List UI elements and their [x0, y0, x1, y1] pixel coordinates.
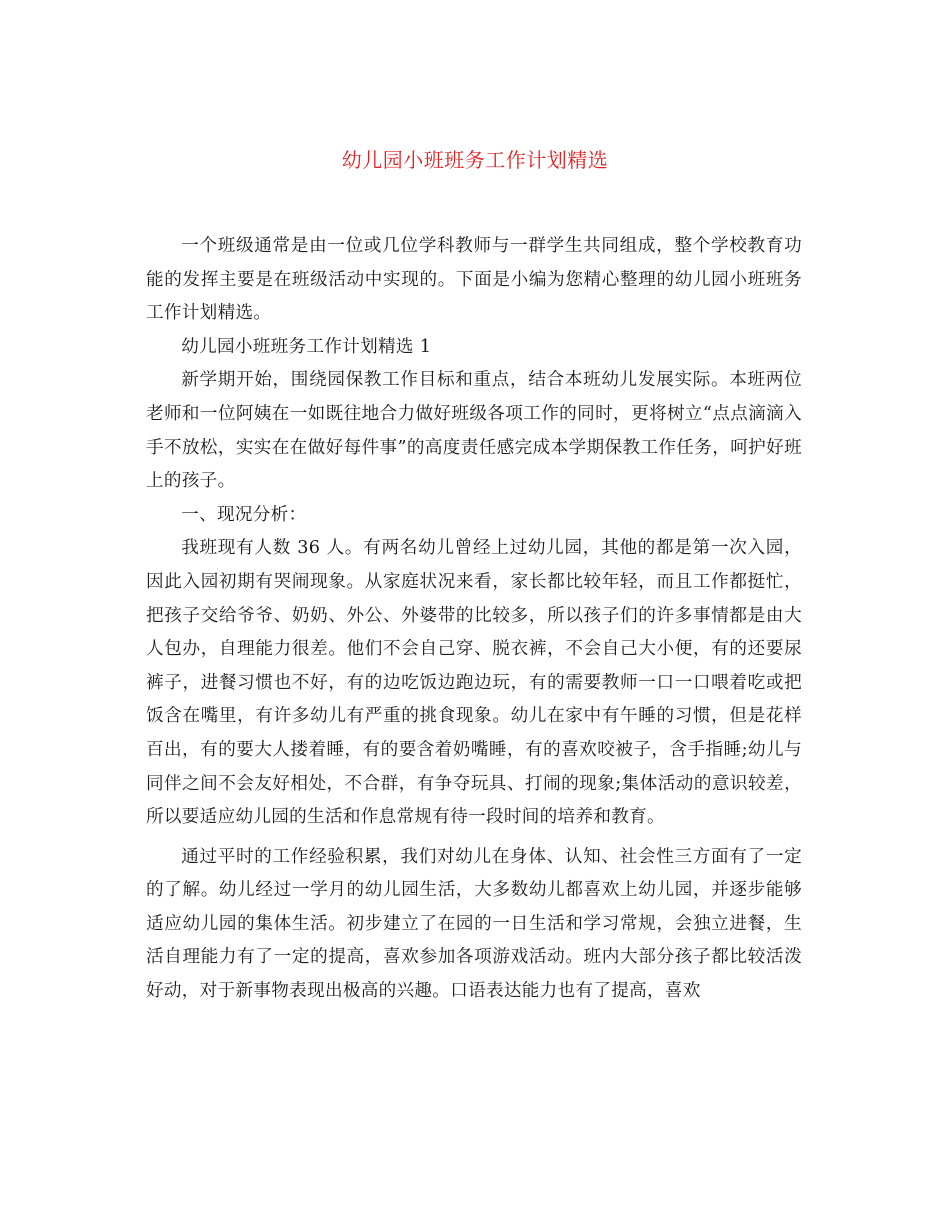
- section-heading-plan-1: 幼儿园小班班务工作计划精选 1: [181, 336, 432, 357]
- observation-paragraph: 通过平时的工作经验积累，我们对幼儿在身体、认知、社会性三方面有了一定的了解。幼儿经过一学月的幼儿园生活，大多数幼儿都喜欢上幼儿园，并逐步能够适应幼儿园的集体生活。初步建立了在园的一日生活和学习常规，会独立进餐，生活自理能力有了一定的提高，喜欢参加各项游戏活动。班内大部分孩子都比较活泼好动，对于新事物表现出极高的兴趣。口语表达能力也有了提高，喜欢: [146, 846, 802, 1002]
- plan-intro-paragraph: 新学期开始，围绕园保教工作目标和重点，结合本班幼儿发展实际。本班两位老师和一位阿姨在一如既往地合力做好班级各项工作的同时，更将树立“点点滴滴入手不放松，实实在在做好每件事”的高度责任感完成本学期保教工作任务，呵护好班上的孩子。: [146, 370, 802, 492]
- document-body: [146, 230, 802, 1009]
- class-status-paragraph: 我班现有人数 36 人。有两名幼儿曾经上过幼儿园，其他的都是第一次入园，因此入园初期有哭闹现象。从家庭状况来看，家长都比较年轻，而且工作都挺忙，把孩子交给爷爷、奶奶、外公、外婆带的比较多，所以孩子们的许多事情都是由大人包办，自理能力很差。他们不会自己穿、脱衣裤，不会自己大小便，有的还要尿裤子，进餐习惯也不好，有的边吃饭边跑边玩，有的需要教师一口一口喂着吃或把饭含在嘴里，有许多幼儿有严重的挑食现象。幼儿在家中有午睡的习惯，但是花样百出，有的要大人搂着睡，有的要含着奶嘴睡，有的喜欢咬被子，含手指睡;幼儿与同伴之间不会友好相处，不合群，有争夺玩具、打闹的现象;集体活动的意识较差，所以要适应幼儿园的生活和作息常规有待一段时间的培养和教育。: [146, 538, 802, 828]
- document-title: 幼儿园小班班务工作计划精选: [341, 148, 609, 172]
- intro-paragraph: 一个班级通常是由一位或几位学科教师与一群学生共同组成，整个学校教育功能的发挥主要是在班级活动中实现的。下面是小编为您精心整理的幼儿园小班班务工作计划精选。: [146, 236, 802, 324]
- section-heading-analysis: 一、现况分析：: [181, 504, 307, 525]
